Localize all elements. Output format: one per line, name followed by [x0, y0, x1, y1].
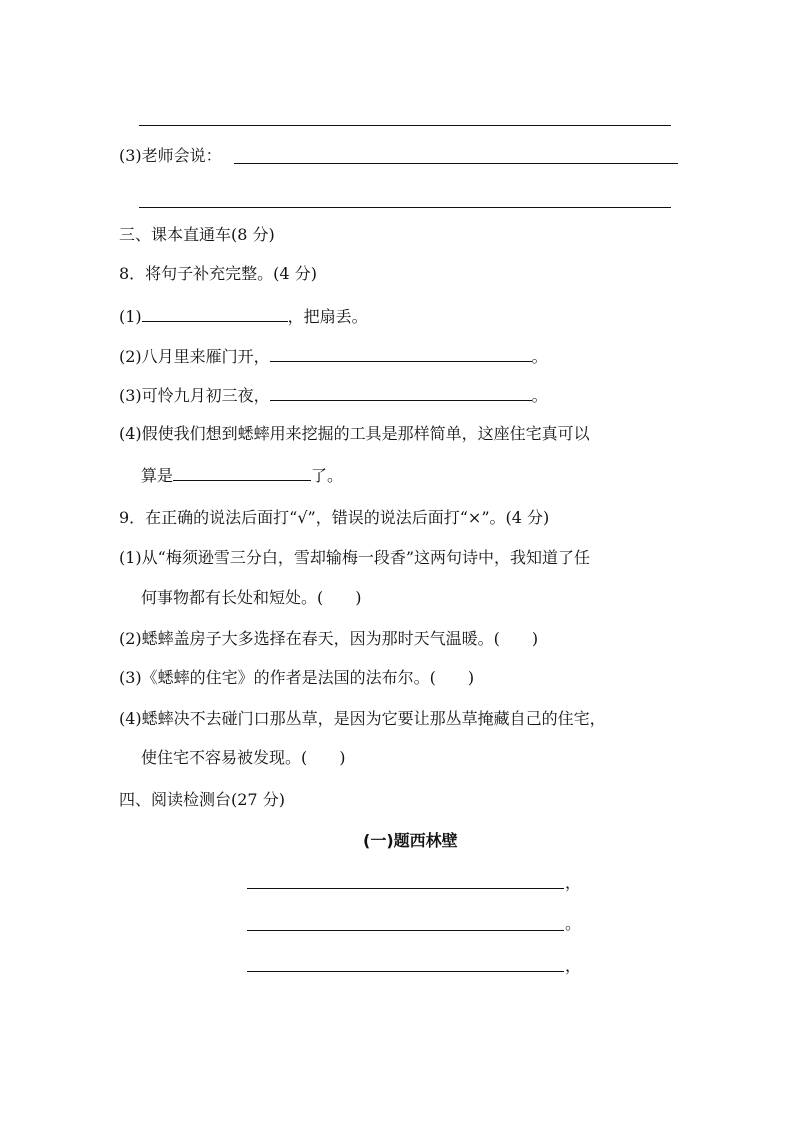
poem-punct-1: ，	[565, 873, 582, 892]
q8-part2-label: (2)八月里来雁门开，	[119, 347, 270, 366]
fill-blank[interactable]	[270, 344, 532, 362]
q8-part4-line1: (4)假使我们想到蟋蟀用来挖掘的工具是那样简单，这座住宅真可以	[119, 424, 590, 443]
q8-part1-suffix: ，把扇丢。	[287, 307, 368, 326]
section-4-heading: 四、阅读检测台(27 分)	[119, 790, 285, 809]
q8-part3	[119, 383, 548, 405]
q8-part3-suffix: 。	[531, 386, 548, 405]
q8-part4-prefix: 算是	[141, 466, 174, 485]
poem-answer-line[interactable]	[247, 888, 564, 889]
q9-item-1-line1: (1)从“梅须逊雪三分白，雪却输梅一段香”这两句诗中，我知道了任	[119, 548, 591, 567]
q8-part4-suffix: 了。	[311, 466, 344, 485]
answer-line[interactable]	[139, 207, 671, 208]
poem-punct-2: 。	[565, 914, 582, 933]
q8-part1	[119, 304, 368, 326]
section-3-heading: 三、课本直通车(8 分)	[119, 225, 275, 244]
q7-part3-label: (3)老师会说：	[119, 146, 222, 165]
q8-part2-suffix: 。	[531, 347, 548, 366]
q9-item-3[interactable]: (3)《蟋蟀的住宅》的作者是法国的法布尔。( )	[119, 668, 475, 687]
question-9-stem: 9．在正确的说法后面打“√”，错误的说法后面打“×”。(4 分)	[119, 508, 550, 527]
q8-part2	[119, 344, 548, 366]
q8-part3-label: (3)可怜九月初三夜，	[119, 386, 270, 405]
poem-answer-line[interactable]	[247, 930, 564, 931]
answer-line[interactable]	[234, 163, 678, 164]
poem-title: (一)题西林壁	[363, 831, 458, 850]
q9-item-1-line2[interactable]: 何事物都有长处和短处。( )	[141, 588, 362, 607]
fill-blank[interactable]	[173, 463, 311, 481]
q9-item-4-line1: (4)蟋蟀决不去碰门口那丛草，是因为它要让那丛草掩藏自己的住宅，	[119, 709, 606, 728]
poem-answer-line[interactable]	[247, 971, 564, 972]
fill-blank[interactable]	[142, 304, 288, 322]
answer-line[interactable]	[139, 125, 671, 126]
q7-part3	[119, 145, 222, 167]
q8-part1-label: (1)	[119, 307, 142, 326]
q8-part4-line2	[141, 463, 343, 485]
q9-item-4-line2[interactable]: 使住宅不容易被发现。( )	[141, 748, 346, 767]
poem-punct-3: ，	[565, 956, 582, 975]
question-8-stem: 8．将句子补充完整。(4 分)	[119, 264, 317, 283]
q9-item-2[interactable]: (2)蟋蟀盖房子大多选择在春天，因为那时天气温暖。( )	[119, 629, 539, 648]
fill-blank[interactable]	[270, 383, 532, 401]
